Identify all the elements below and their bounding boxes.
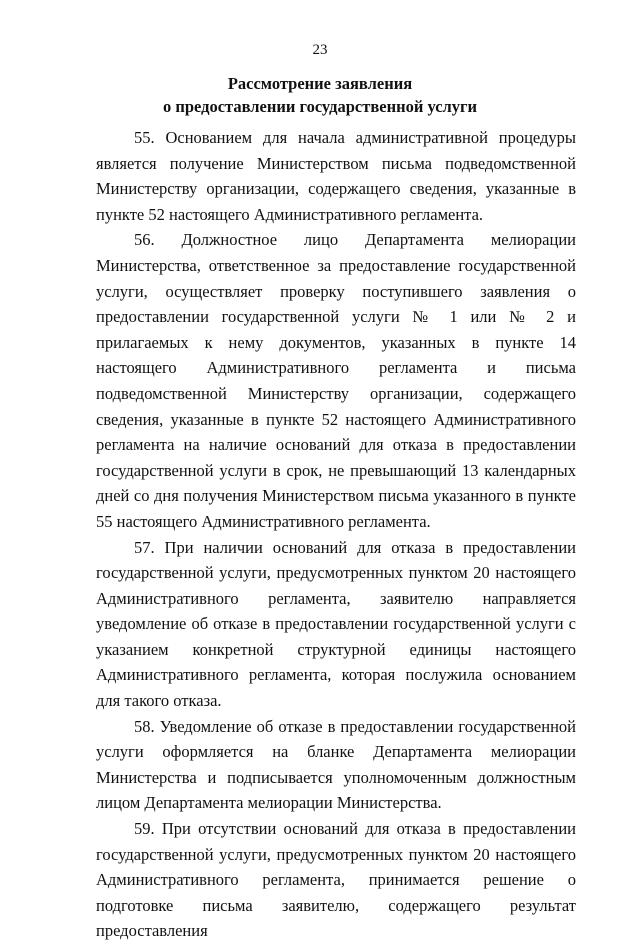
paragraph-59: 59. При отсутствии оснований для отказа в предоставлении государственной услуги, предусмотренных пунктом 20 настоящего Административного регламента, принимается решение о подготовке письма заявителю, содержащего результат предоставления [96, 819, 576, 941]
paragraph-57: 57. При наличии оснований для отказа в предоставлении государственной услуги, предусмотренных пунктом 20 настоящего Административного регламента, заявителю направляется уведомление об отказе в предоставлении государственной услуги с указанием конкретной структурной единицы настоящего Административного регламента, которая послужила основанием для такого отказа. [96, 537, 576, 711]
page-number: 23 [312, 42, 328, 58]
document-body [96, 125, 576, 944]
section-heading-line-1: Рассмотрение заявления [227, 74, 413, 93]
paragraph-58: 58. Уведомление об отказе в предоставлении государственной услуги оформляется на бланке Департамента мелиорации Министерства и подписывается уполномоченным должностным лицом Департамента мелиорации Министерства. [96, 716, 576, 813]
paragraph-55: 55. Основанием для начала административной процедуры является получение Министерством письма подведомственной Министерству организации, содержащего сведения, указанные в пункте 52 настоящего Административного регламента. [96, 128, 576, 224]
paragraph-56: 56. Должностное лицо Департамента мелиорации Министерства, ответственное за предоставление государственной услуги, осуществляет проверку поступившего заявления о предоставлении государственной услуги № 1 или № 2 и прилагаемых к нему документов, указанных в пункте 14 настоящего Административного регламента и письма подведомственной Министерству организации, содержащего сведения, указанные в пункте 52 настоящего Административного регламента на наличие оснований для отказа в предоставлении государственной услуги в срок, не превышающий 13 календарных дней со дня получения Министерством письма указанного в пункте 55 настоящего Административного регламента. [96, 230, 576, 531]
section-heading [80, 72, 560, 118]
section-heading-line-2: о предоставлении государственной услуги [162, 97, 478, 116]
